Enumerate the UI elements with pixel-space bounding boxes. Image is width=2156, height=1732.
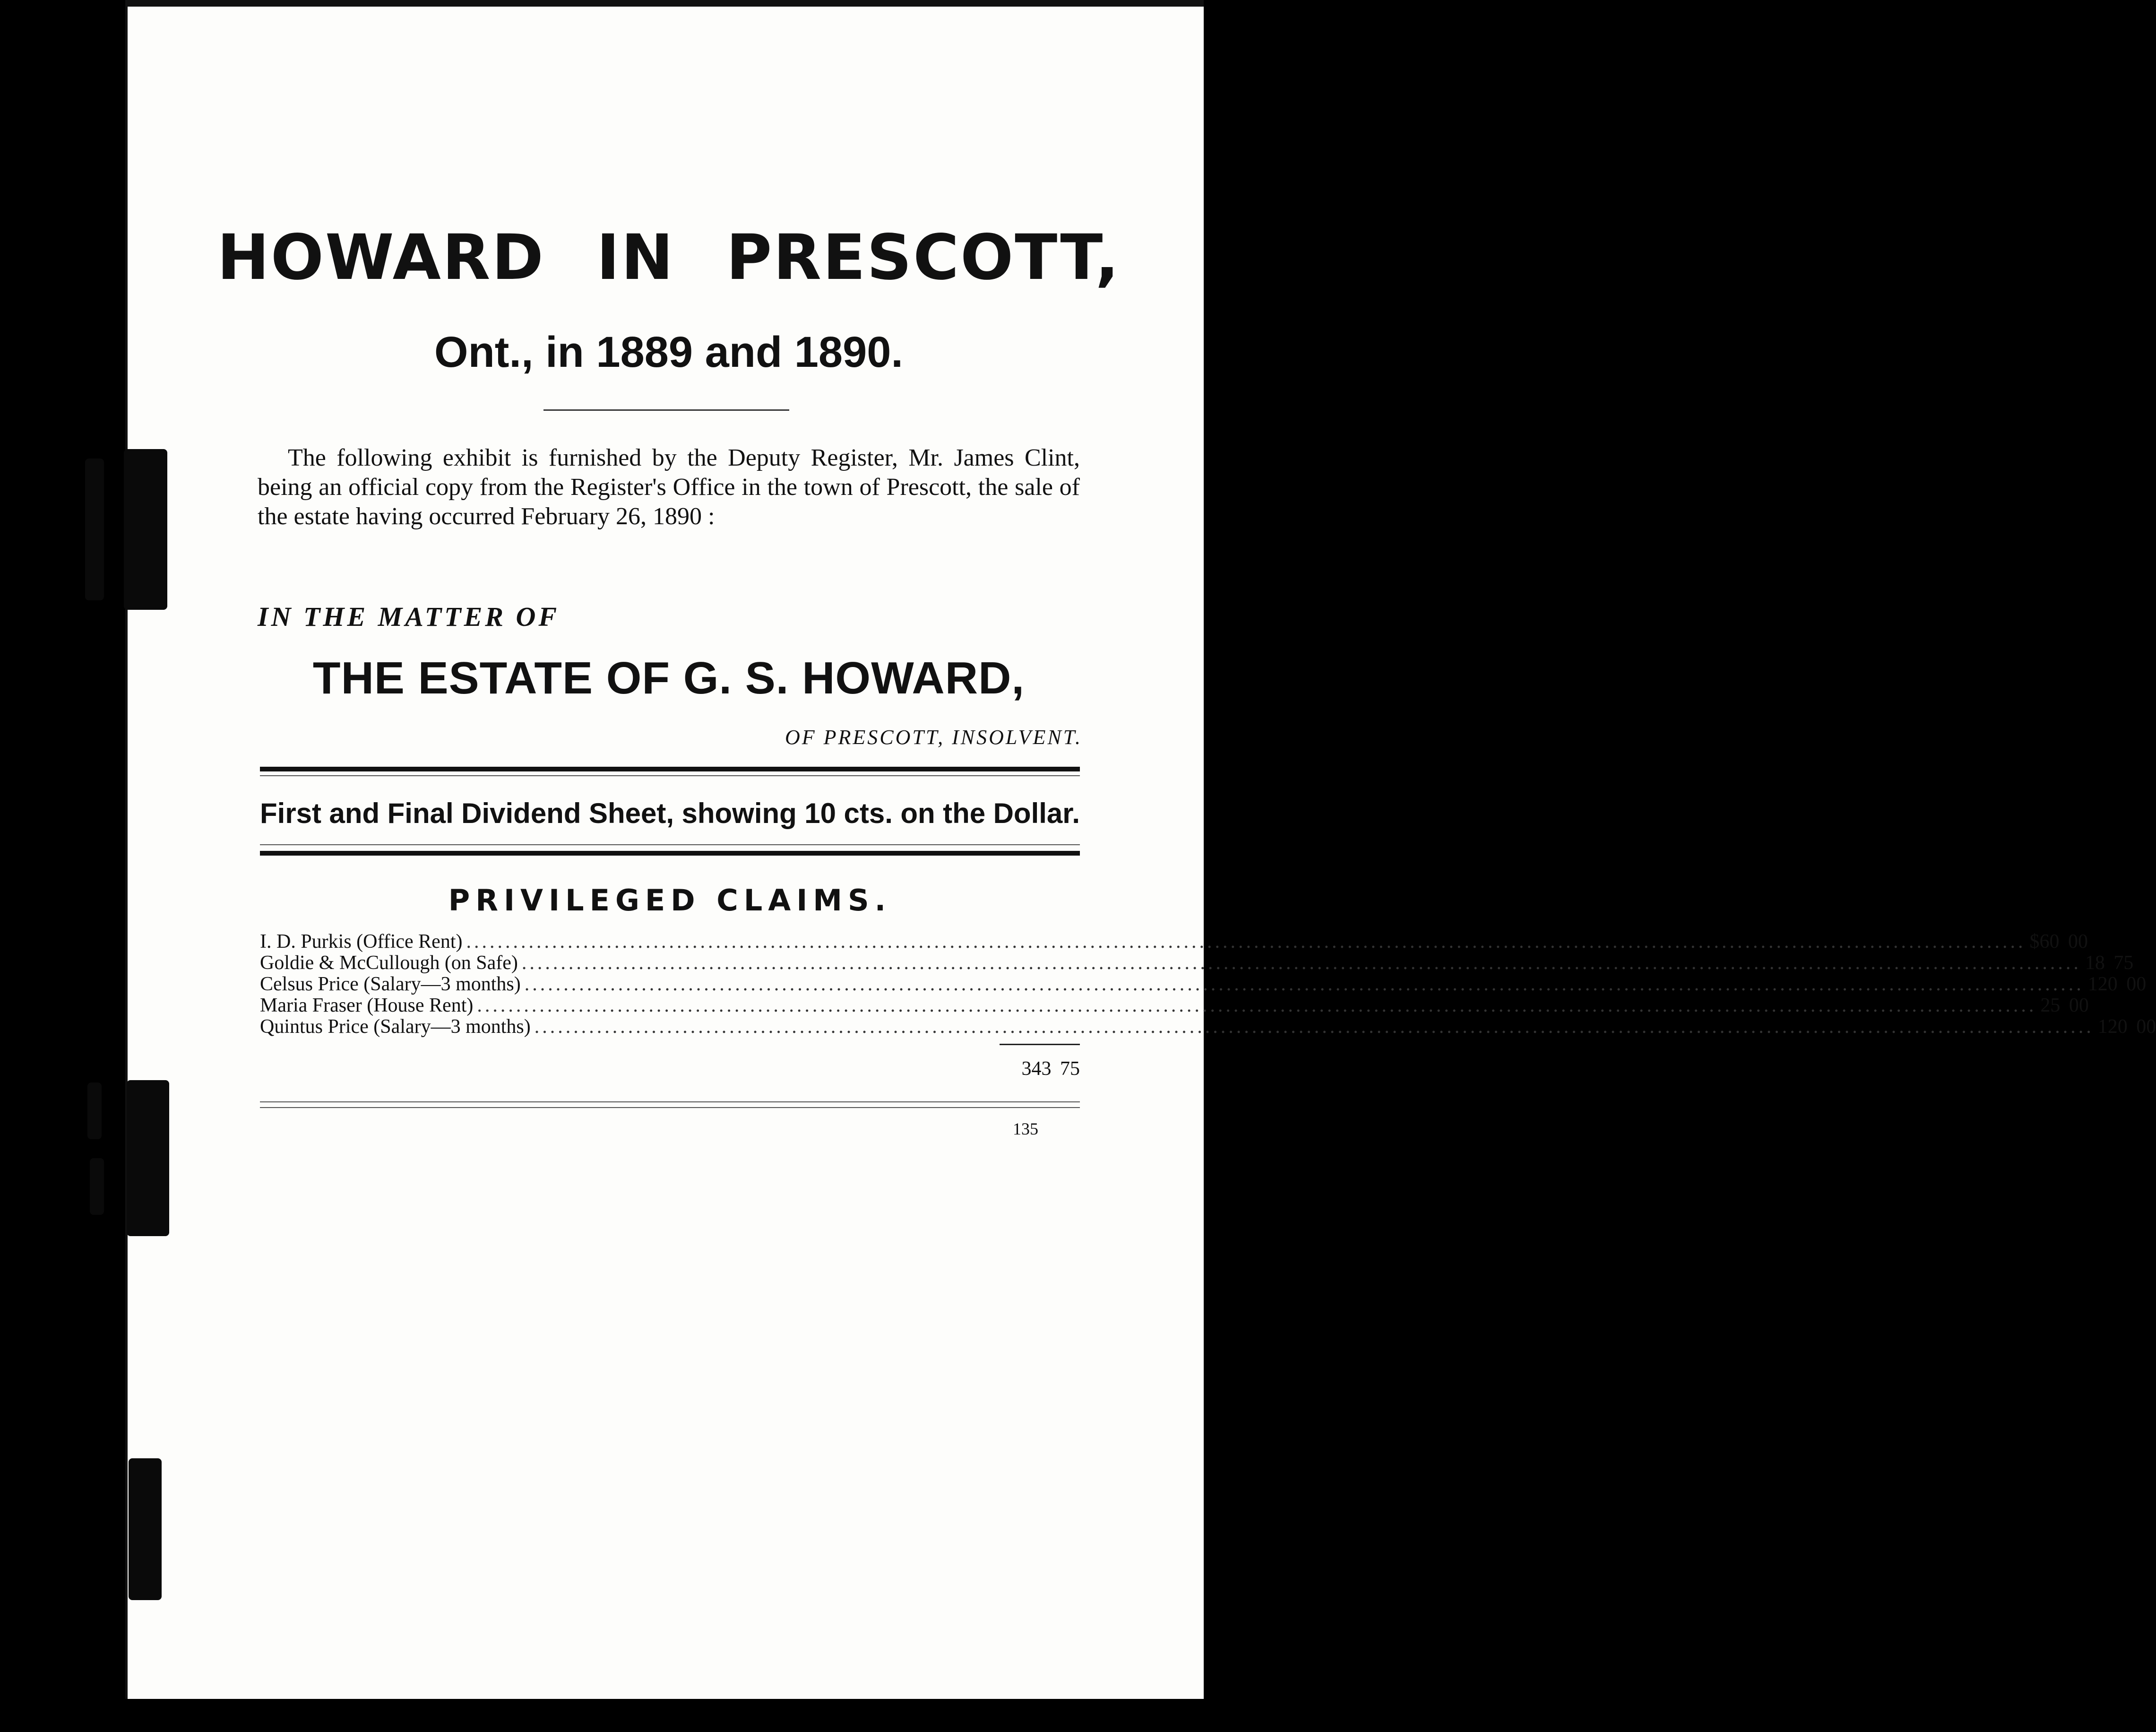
heavy-divider [260, 767, 1080, 771]
claim-name: Quintus Price (Salary—3 months) [260, 1016, 531, 1038]
dividend-heading-word: Dividend [461, 797, 581, 829]
light-divider [260, 775, 1080, 776]
dividend-heading-word: 10 [804, 797, 837, 829]
dividend-heading-word: the [943, 797, 986, 829]
leader-dots: ........................................................................................................................................................................................................ [534, 1016, 2094, 1038]
title-divider [543, 409, 789, 411]
claim-name: Celsus Price (Salary—3 months) [260, 973, 521, 995]
matter-heading: IN THE MATTER OF [258, 601, 560, 632]
light-divider [260, 844, 1080, 845]
leader-dots: ........................................................................................................................................................................................................ [524, 973, 2084, 995]
claim-row [260, 995, 2089, 1016]
claim-name: Goldie & McCullough (on Safe) [260, 952, 518, 974]
leader-dots: ........................................................................................................................................................................................................ [521, 952, 2081, 974]
dividend-heading-word: showing [681, 797, 797, 829]
dividend-heading-word: cts. [844, 797, 893, 829]
leader-dots: ........................................................................................................................................................................................................ [466, 931, 2026, 953]
claim-row [260, 931, 2088, 953]
dividend-heading-word: Dollar. [993, 797, 1080, 829]
dividend-heading-word: and [329, 797, 380, 829]
claim-amount: 18 75 [2085, 952, 2134, 974]
claim-row [260, 973, 2147, 995]
page-title: HOWARD IN PRESCOTT, [217, 221, 1121, 294]
claim-name: Maria Fraser (House Rent) [260, 995, 474, 1016]
dividend-heading-word: Sheet, [588, 797, 674, 829]
estate-descriptor: OF PRESCOTT, INSOLVENT. [785, 726, 1082, 749]
intro-paragraph: The following exhibit is furnished by the Deputy Register, Mr. James Clint, being an official copy from the Register's Office in the town of Prescott, the sale of the estate having occurred February 26, 1890 : [258, 444, 1080, 530]
light-divider [260, 1107, 1080, 1108]
dividend-heading-word: on [900, 797, 935, 829]
dividend-heading-word: First [260, 797, 322, 829]
page-subtitle: Ont., in 1889 and 1890. [434, 328, 903, 376]
heavy-divider [260, 851, 1080, 856]
dividend-heading-word: Final [387, 797, 454, 829]
claim-amount: 25 00 [2040, 995, 2089, 1016]
claims-total: 343 75 [1021, 1058, 1080, 1080]
claim-amount: $60 00 [2029, 931, 2088, 953]
claim-row [260, 1016, 2156, 1038]
page-number: 135 [1013, 1119, 1038, 1138]
claim-row [260, 952, 2134, 974]
dividend-heading [260, 794, 1080, 832]
claims-table [260, 931, 2156, 1038]
light-divider [260, 1101, 1080, 1102]
claim-amount: 120 00 [2097, 1016, 2156, 1038]
estate-heading: THE ESTATE OF G. S. HOWARD, [312, 653, 1025, 703]
claim-amount: 120 00 [2087, 973, 2147, 995]
leader-dots: ........................................................................................................................................................................................................ [477, 995, 2037, 1016]
claim-name: I. D. Purkis (Office Rent) [260, 931, 463, 953]
claims-heading: PRIVILEGED CLAIMS. [448, 883, 892, 918]
total-rule [1000, 1044, 1080, 1045]
